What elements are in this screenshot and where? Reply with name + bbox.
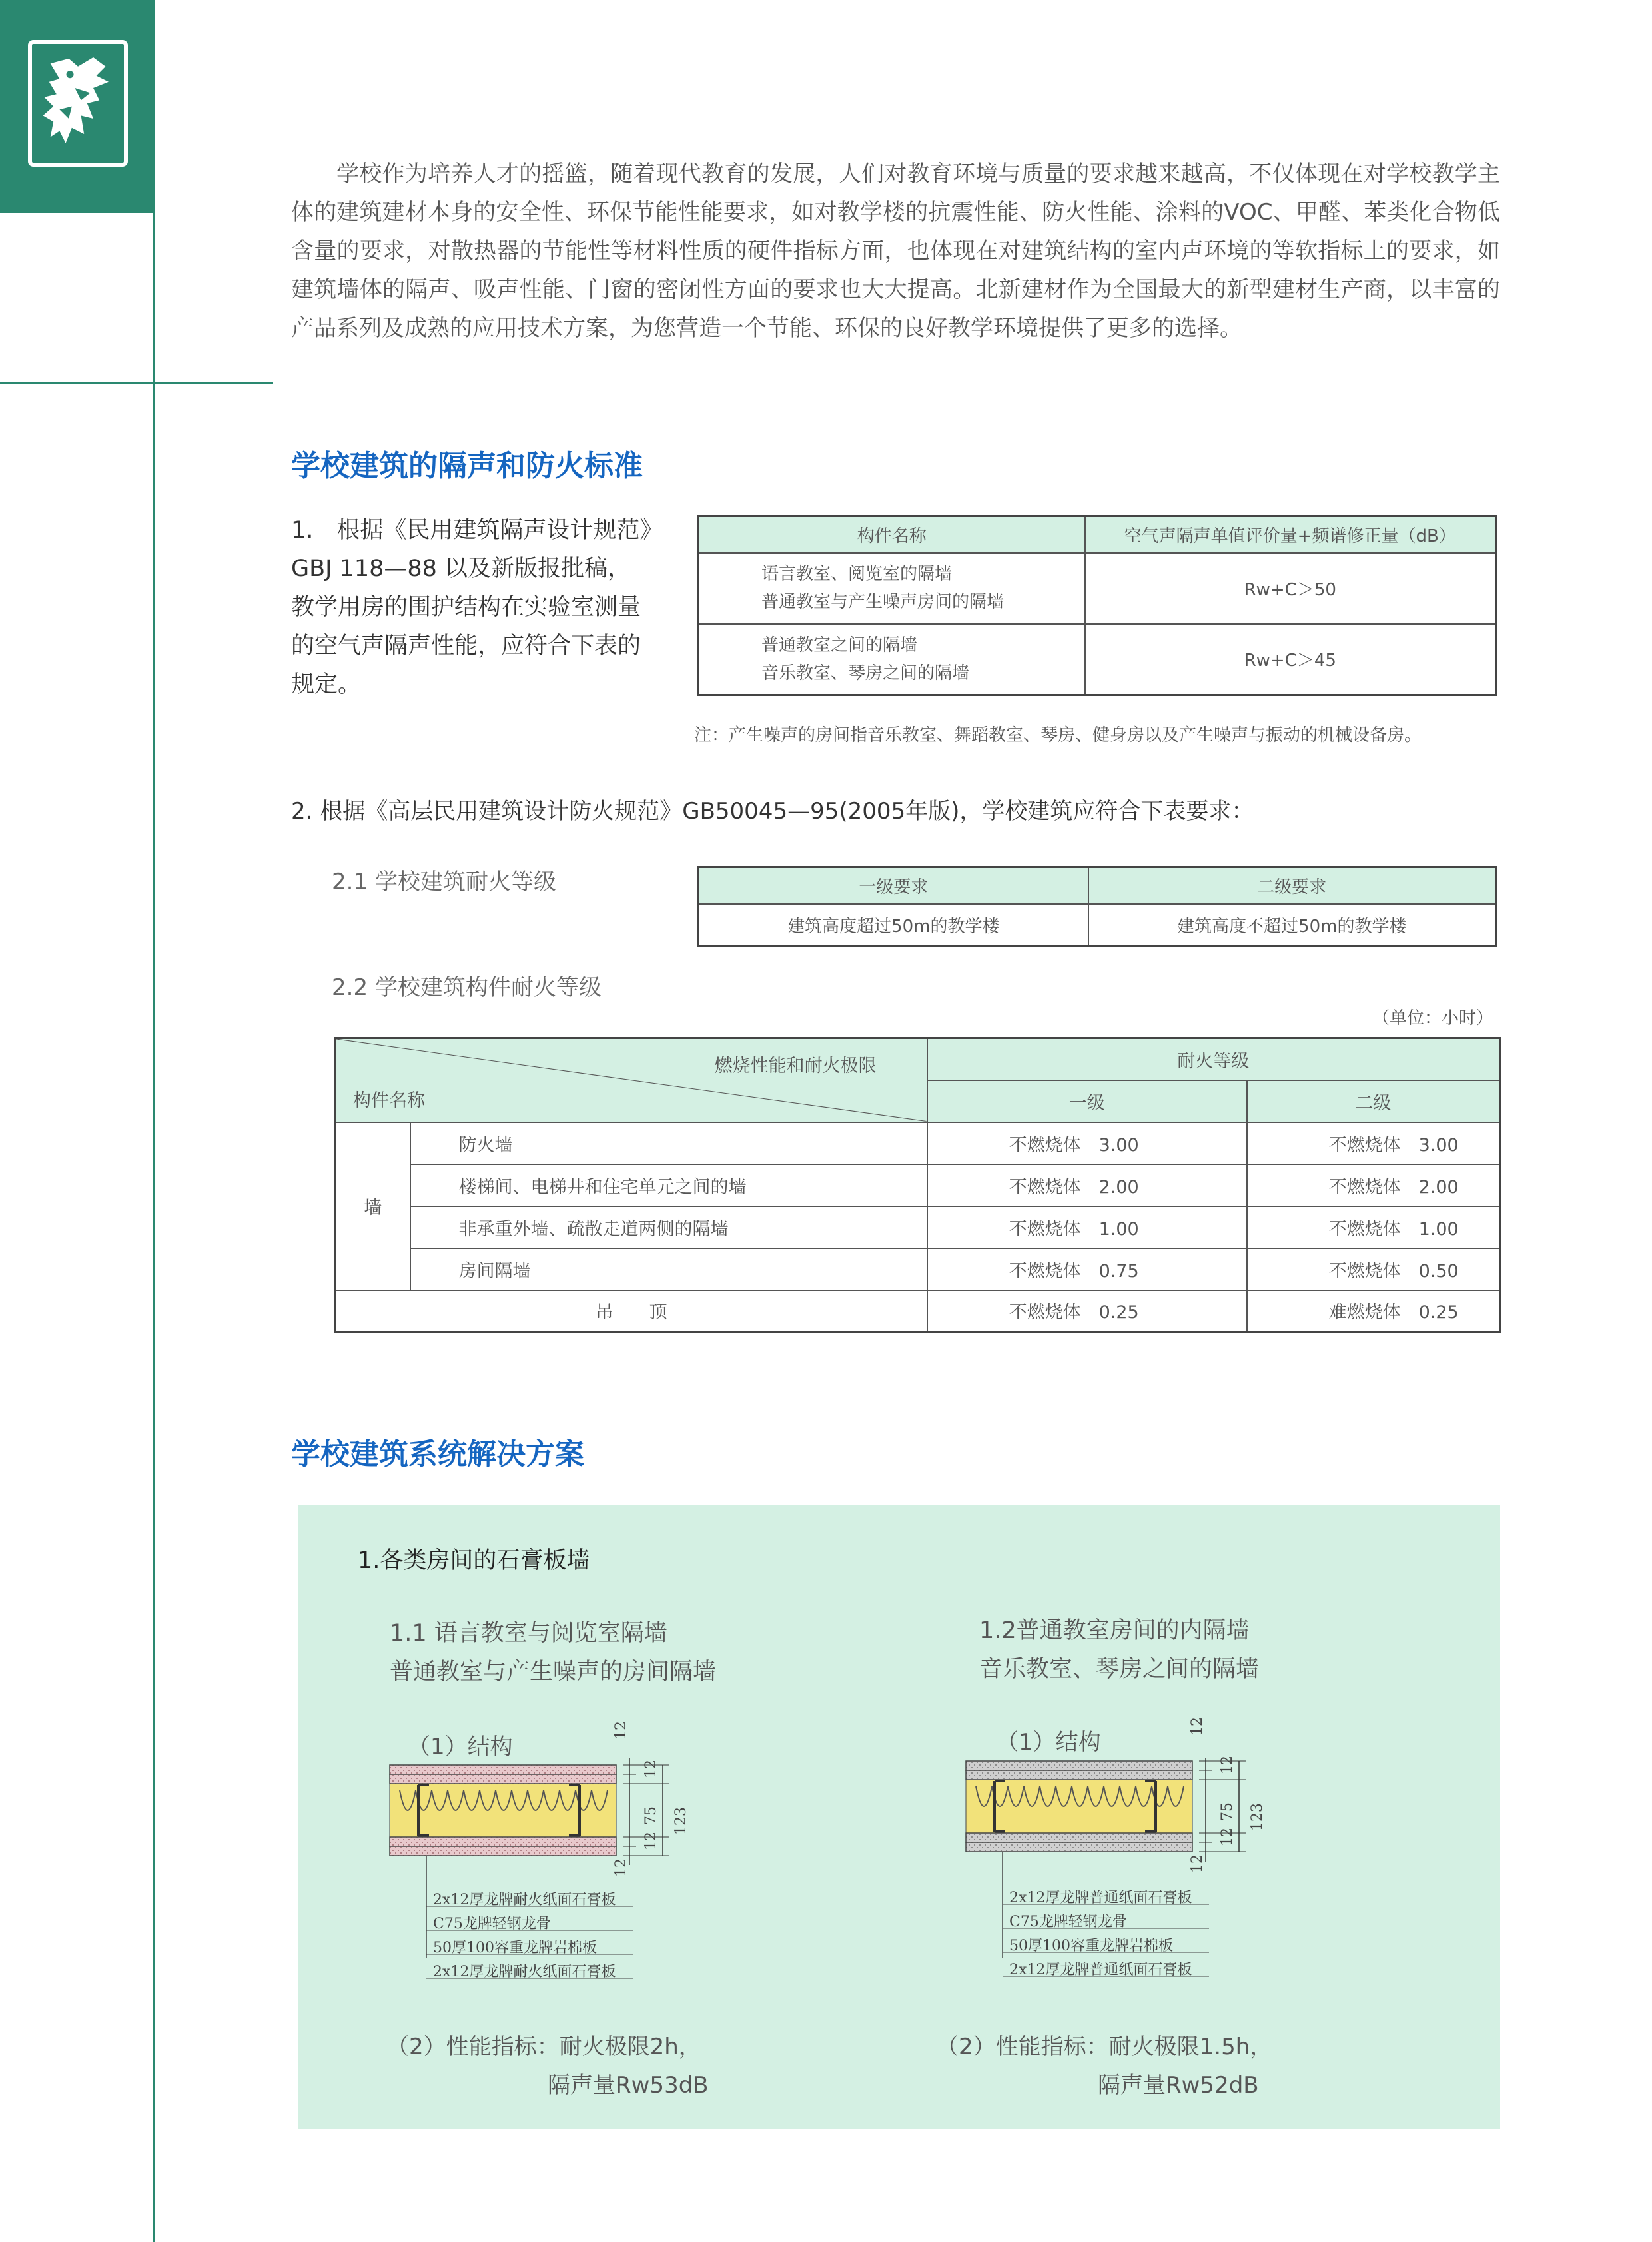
wall-category-cell: 墙 bbox=[336, 1122, 410, 1290]
table-header: 二级要求 bbox=[1088, 867, 1496, 904]
intro-paragraph: 学校作为培养人才的摇篮，随着现代教育的发展，人们对教育环境与质量的要求越来越高，不仅体现在对学校教学主体的建筑建材本身的安全性、环保节能性能要求，如对教学楼的抗震性能、防火性能、涂料的VOC、甲醛、苯类化合物低含量的要求，对散热器的节能性等材料性质的硬件指标方面，也体现在对建筑结构的室内声环境的等软指标上的要求，如建筑墙体的隔声、吸声性能、门窗的密闭性方面的要求也大大提高。北新建材作为全国最大的新型建材生产商，以丰富的产品系列及成熟的应用技术方案，为您营造一个节能、环保的良好教学环境提供了更多的选择。 bbox=[291, 161, 1500, 342]
table-cell: 吊 顶 bbox=[336, 1290, 927, 1332]
dimension-label: 75 bbox=[1219, 1802, 1236, 1821]
table-cell: 不燃烧体 1.00 bbox=[927, 1206, 1247, 1248]
layer-label: 2x12厚龙牌普通纸面石膏板 bbox=[1009, 1890, 1192, 1906]
table-row bbox=[336, 1248, 1500, 1290]
board-layer bbox=[390, 1765, 616, 1774]
dimension-label: 12 bbox=[1189, 1717, 1206, 1736]
table-cell: Rw+C＞45 bbox=[1085, 624, 1496, 695]
table-header: 一级 bbox=[927, 1080, 1247, 1122]
left-performance-line2: 隔声量Rw53dB bbox=[548, 2072, 709, 2099]
dimension-label: 123 bbox=[673, 1807, 689, 1835]
dimension-label: 12 bbox=[1189, 1854, 1206, 1873]
right-structure-label: （1）结构 bbox=[996, 1729, 1101, 1756]
board-layer bbox=[966, 1833, 1192, 1842]
table-header: 一级要求 bbox=[699, 867, 1088, 904]
right-title-line1: 1.2普通教室房间的内隔墙 bbox=[979, 1617, 1250, 1644]
layer-label: 2x12厚龙牌耐火纸面石膏板 bbox=[433, 1964, 616, 1980]
board-layer bbox=[390, 1774, 616, 1784]
table-cell: 不燃烧体 0.50 bbox=[1247, 1248, 1500, 1290]
dimension-label: 75 bbox=[643, 1806, 659, 1825]
cell-line: 普通教室与产生噪声房间的隔墙 bbox=[761, 592, 1005, 612]
right-performance-line1: （2）性能指标：耐火极限1.5h， bbox=[936, 2034, 1273, 2060]
table-cell: 楼梯间、电梯井和住宅单元之间的墙 bbox=[410, 1164, 927, 1206]
margin-vertical-rule bbox=[153, 0, 155, 2242]
table-row bbox=[336, 1206, 1500, 1248]
table-row bbox=[336, 1164, 1500, 1206]
subheading-component-rating: 2.2 学校建筑构件耐火等级 bbox=[332, 974, 602, 1001]
layer-label: 2x12厚龙牌耐火纸面石膏板 bbox=[433, 1892, 616, 1908]
component-fire-table bbox=[334, 1037, 1501, 1333]
subheading-fire-rating: 2.1 学校建筑耐火等级 bbox=[332, 869, 556, 895]
table-cell: 非承重外墙、疏散走道两侧的隔墙 bbox=[410, 1206, 927, 1248]
table-cell: 防火墙 bbox=[410, 1122, 927, 1164]
layer-label: C75龙牌轻钢龙骨 bbox=[433, 1916, 551, 1932]
table-cell: 建筑高度不超过50m的教学楼 bbox=[1088, 904, 1496, 946]
table-cell: 不燃烧体 0.75 bbox=[927, 1248, 1247, 1290]
diagonal-header-cell bbox=[336, 1038, 927, 1122]
table-cell bbox=[699, 553, 1085, 624]
table-cell: 不燃烧体 2.00 bbox=[927, 1164, 1247, 1206]
table-header: 耐火等级 bbox=[927, 1038, 1500, 1080]
cell-line: 普通教室之间的隔墙 bbox=[761, 635, 918, 655]
table-header: 空气声隔声单值评价量+频谱修正量（dB） bbox=[1085, 516, 1496, 553]
table-row bbox=[699, 553, 1496, 624]
dimension-label: 12 bbox=[613, 1721, 629, 1740]
table-note: 注：产生噪声的房间指音乐教室、舞蹈教室、琴房、健身房以及产生噪声与振动的机械设备房。 bbox=[694, 725, 1422, 745]
table-row bbox=[699, 624, 1496, 695]
dimension-label: 12 bbox=[1219, 1756, 1236, 1774]
left-structure-label: （1）结构 bbox=[408, 1734, 513, 1760]
table-cell: 不燃烧体 0.25 bbox=[927, 1290, 1247, 1332]
board-layer bbox=[966, 1842, 1192, 1852]
table-cell: 难燃烧体 0.25 bbox=[1247, 1290, 1500, 1332]
solution-heading: 1.各类房间的石膏板墙 bbox=[358, 1547, 590, 1574]
board-layer bbox=[966, 1761, 1192, 1770]
diag-top-label: 燃烧性能和耐火极限 bbox=[714, 1056, 877, 1076]
right-title-line2: 音乐教室、琴房之间的隔墙 bbox=[979, 1656, 1260, 1682]
dragon-logo bbox=[28, 40, 128, 167]
board-layer bbox=[390, 1837, 616, 1846]
table-cell: 不燃烧体 1.00 bbox=[1247, 1206, 1500, 1248]
left-title-line2: 普通教室与产生噪声的房间隔墙 bbox=[390, 1659, 717, 1685]
table-row bbox=[699, 904, 1496, 946]
board-layer bbox=[966, 1770, 1192, 1780]
table-cell: 建筑高度超过50m的教学楼 bbox=[699, 904, 1088, 946]
margin-horizontal-rule bbox=[0, 382, 273, 384]
table-row bbox=[336, 1290, 1500, 1332]
table-cell: Rw+C＞50 bbox=[1085, 553, 1496, 624]
diag-bottom-label: 构件名称 bbox=[353, 1090, 425, 1111]
board-layer bbox=[390, 1846, 616, 1856]
item1-text: 1. 根据《民用建筑隔声设计规范》GBJ 118—88 以及新版报批稿，教学用房的围护结构在实验室测量的空气声隔声性能，应符合下表的规定。 bbox=[291, 517, 651, 698]
dimension-label: 12 bbox=[643, 1760, 659, 1778]
table-cell: 不燃烧体 3.00 bbox=[927, 1122, 1247, 1164]
dimension-label: 123 bbox=[1249, 1803, 1266, 1831]
cell-line: 音乐教室、琴房之间的隔墙 bbox=[761, 663, 970, 683]
table-cell: 不燃烧体 3.00 bbox=[1247, 1122, 1500, 1164]
table-cell bbox=[699, 624, 1085, 695]
brand-corner-block bbox=[0, 0, 155, 213]
section-title-standards: 学校建筑的隔声和防火标准 bbox=[291, 449, 643, 483]
fire-rating-table bbox=[697, 866, 1497, 947]
table-cell: 不燃烧体 2.00 bbox=[1247, 1164, 1500, 1206]
table-cell: 房间隔墙 bbox=[410, 1248, 927, 1290]
left-performance-line1: （2）性能指标：耐火极限2h， bbox=[386, 2034, 701, 2060]
dragon-icon bbox=[32, 44, 124, 163]
sound-insulation-table bbox=[697, 515, 1497, 696]
right-performance-line2: 隔声量Rw52dB bbox=[1098, 2072, 1259, 2099]
table-header: 构件名称 bbox=[699, 516, 1085, 553]
layer-label: 50厚100容重龙牌岩棉板 bbox=[1009, 1938, 1173, 1954]
left-title-line1: 1.1 语言教室与阅览室隔墙 bbox=[390, 1620, 667, 1647]
dimension-label: 12 bbox=[1219, 1828, 1236, 1846]
layer-label: C75龙牌轻钢龙骨 bbox=[1009, 1914, 1127, 1930]
item2-text: 2. 根据《高层民用建筑设计防火规范》GB50045—95(2005年版)，学校建筑应符合下表要求： bbox=[291, 798, 1254, 825]
dimension-label: 12 bbox=[643, 1832, 659, 1850]
section-title-solutions: 学校建筑系统解决方案 bbox=[291, 1437, 584, 1471]
dimension-label: 12 bbox=[613, 1858, 629, 1877]
cell-line: 语言教室、阅览室的隔墙 bbox=[761, 564, 953, 584]
layer-label: 50厚100容重龙牌岩棉板 bbox=[433, 1940, 597, 1956]
table-header: 二级 bbox=[1247, 1080, 1500, 1122]
unit-label: （单位：小时） bbox=[1372, 1008, 1494, 1028]
layer-label: 2x12厚龙牌普通纸面石膏板 bbox=[1009, 1962, 1192, 1978]
table-row bbox=[336, 1122, 1500, 1164]
